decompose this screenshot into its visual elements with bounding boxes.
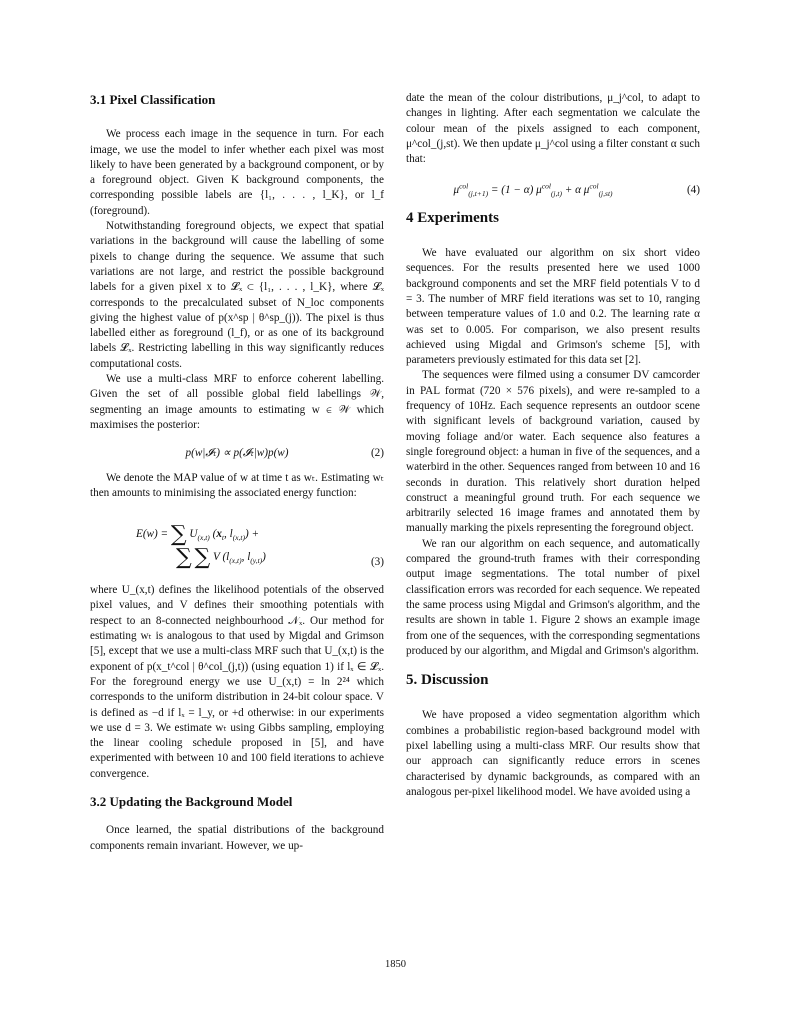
right-column xyxy=(406,88,700,800)
paragraph: We ran our algorithm on each sequence, and automatically compared the ground-truth frames with their corresponding output image segmentations. The total number of pixel classification errors was recorded for each sequence. We repeated the same process using Migdal and Grimson's algorithm, and the results are shown in table 1. Figure 2 shows an example image from one of the sequences, with the corresponding segmentations produced by our algorithm, and Migdal and Grimson's algorithm. xyxy=(406,537,700,657)
paragraph: The sequences were filmed using a consumer DV camcorder in PAL format (720 × 576 pixels), and were re-sampled to a frequency of 10Hz. Each sequence represents an outdoor scene with significant levels of background variation, caused by moving foliage and/or water. Each sequence also features a single foreground object: a human in five of the sequences, and a waterbird in the other. Sequences ranged from between 10 and 16 seconds in duration. This relatively short duration helped construct a meaningful ground truth. For each sequence we arbitrarily selected 16 image frames and annotated them by manually marking the pixels representing the foreground object. xyxy=(406,369,700,535)
equation-4-number: (4) xyxy=(686,184,700,197)
equation-4: $\mu^{col}_{(j,t+1)} = (1 - \alpha) \mu^{col}_{(j,t)} + \alpha$ $\mu^{col}_{(j,st)}$ (4) xyxy=(453,181,700,199)
equation-2-number: (2) xyxy=(370,447,384,460)
paragraph: We have evaluated our algorithm on six short video sequences. For the results presented here we used 1000 background components and set the MRF field potentials V to d = 3. The number of MRF field iterations was set to 10, ranging between temperature values of 1.0 and 0.2. The learning rate α was set to 0.005. For comparison, we also present results achieved using Migdal and Grimson's scheme [5], with parameters previously estimated for this data set [2]. xyxy=(406,247,700,367)
page-number: 1850 xyxy=(385,959,406,970)
paragraph: where U_(x,t) defines the likelihood potentials of the observed pixel values, and V defines their smoothing potentials with respect to an 8-connected neighbourhood 𝒩ₓ. Our method for estimating wₜ is analogous to that used by Migdal and Grimson [5], except that we use a multi-class MRF such that U_(x,t) is the exponent of p(x_t^col | θ^col_(j,t)) (using equation 1) if lₓ ∈ 𝓛ₓ. For the foreground energy we use U_(x,t) = ln 2²⁴ which corresponds to the uniform distribution in 24-bit colour space. V is defined as −d if lₓ = l_y, or +d otherwise: in our experiments we use d = 3. We estimate wₜ using Gibbs sampling, employing the linear cooling schedule proposed in [5], and have experimented with between 10 and 100 field iterations to achieve convergence. xyxy=(90,584,384,780)
equation-3-line-2: ∑ ∑ V ($l_{(x,t)}$, $l_{(y,t)}$) xyxy=(176,545,266,571)
equation-3-line-1: E(w) = ∑ $U_{(x,t)}$ ($x_t$, $l_{(x,t)}$) + xyxy=(136,522,260,548)
paragraph: We denote the MAP value of w at time t as wₜ. Estimating wₜ then amounts to minimising the associated energy function: xyxy=(90,471,384,499)
section-heading-5: 5. Discussion xyxy=(406,672,489,689)
equation-2-body: p(w|𝓘ₜ) ∝ p(𝓘ₜ|w)p(w) xyxy=(185,447,289,460)
paragraph: Once learned, the spatial distributions of the background components remain invariant. However, we up- xyxy=(90,824,384,852)
paragraph: We have proposed a video segmentation algorithm which combines a probabilistic region-based background model with pixel labelling using a multi-class MRF. Our results show that our approach can significantly reduce errors in scenes characterised by dynamic backgrounds, as compared with an analogous per-pixel likelihood model. We have avoided using a xyxy=(406,709,700,798)
section-heading-3-2: 3.2 Updating the Background Model xyxy=(90,793,293,809)
left-column xyxy=(90,88,384,854)
equation-2 xyxy=(90,446,384,461)
equation-3 xyxy=(90,523,384,569)
paragraph: Notwithstanding foreground objects, we expect that spatial variations in the background will cause the labelling of some pixels to change during the sequence. We assume that such variations are not large, and restrict the possible background labels for a given pixel x to 𝓛ₓ ⊂ {l₁, . . . , l_K}, where 𝓛ₓ corresponds to the precalculated subset of N_loc components giving the highest value of p(x^sp | θ^sp_(j)). The pixel is thus labelled either as foreground (l_f), or as one of its background labels 𝓛ₓ. Restricting labelling in this way significantly reduces computational costs. xyxy=(90,220,384,370)
paragraph: We process each image in the sequence in turn. For each image, we use the model to infer whether each pixel was most likely to have been generated by a background component, or by a foreground object. Given K background components, the corresponding possible labels are {l₁, . . . , l_K}, or l_f (foreground). xyxy=(90,128,384,217)
section-heading-3-1: 3.1 Pixel Classification xyxy=(90,92,216,107)
paragraph: date the mean of the colour distributions, μ_j^col, to adapt to changes in lighting. After each segmentation we calculate the colour mean of the pixels assigned to each component, μ^col_(j,st). We then update μ_j^col using a filter constant α such that: xyxy=(406,92,700,166)
section-heading-4: 4 Experiments xyxy=(406,209,499,226)
paragraph: We use a multi-class MRF to enforce coherent labelling. Given the set of all possible global field labellings 𝒲, segmenting an image amounts to estimating w ∈ 𝒲 which maximises the posterior: xyxy=(90,373,384,431)
equation-3-number: (3) xyxy=(370,556,384,569)
